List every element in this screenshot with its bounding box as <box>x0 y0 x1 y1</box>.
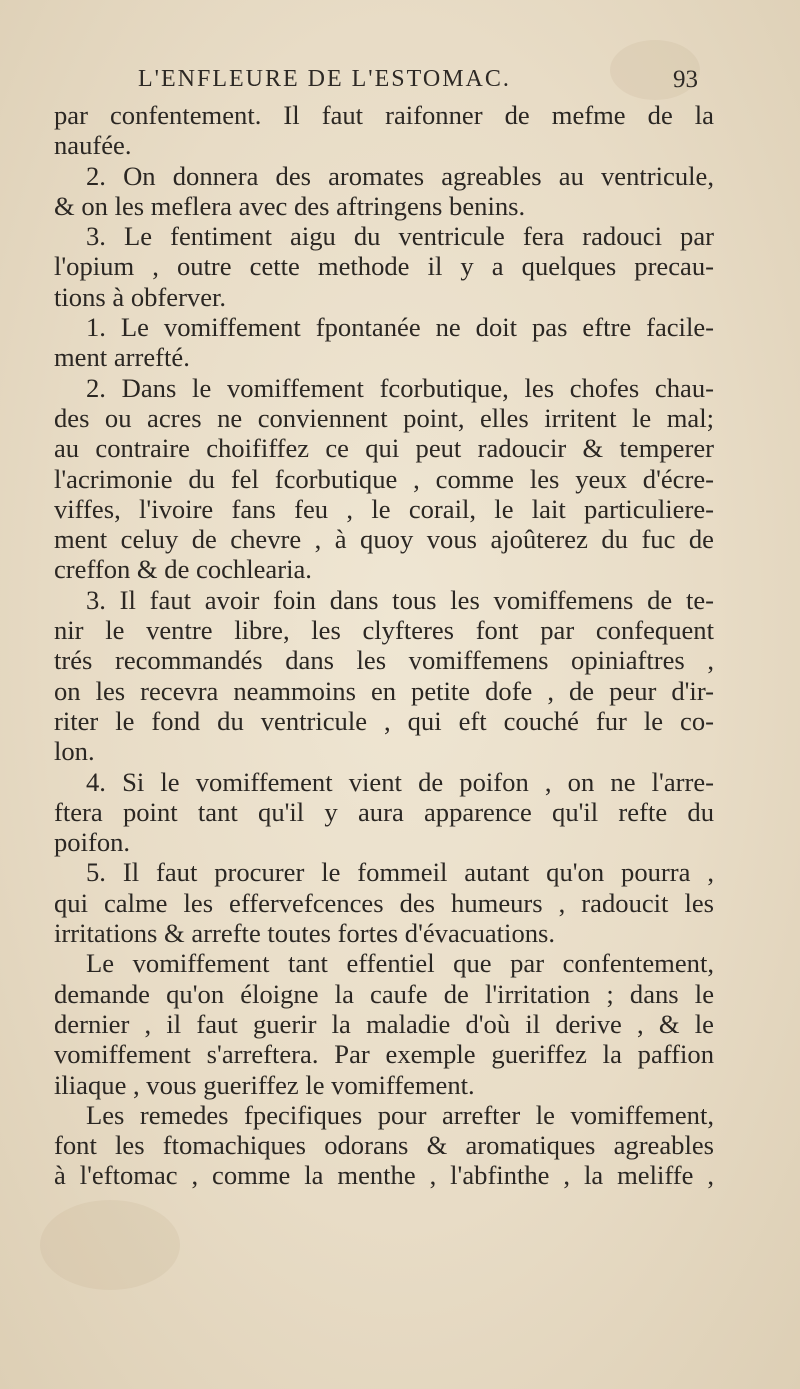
text-line: creffon & de cochlearia. <box>54 554 312 585</box>
text-line: iliaque , vous gueriffez le vomiffement. <box>54 1069 475 1100</box>
text-line: 2. On donnera des aromates agreables au ventricule, <box>86 160 714 191</box>
text-line: 4. Si le vomiffement vient de poifon , on ne l'arre- <box>86 766 714 797</box>
text-line: tions à obferver. <box>54 281 227 312</box>
text-line: naufée. <box>54 130 132 161</box>
text-line: on les recevra neammoins en petite dofe , de peur d'ir- <box>54 675 714 706</box>
text-line: ment arrefté. <box>54 342 190 373</box>
page-body-text <box>54 100 714 1191</box>
text-line: demande qu'on éloigne la caufe de l'irritation ; dans le <box>54 978 714 1009</box>
text-line: ftera point tant qu'il y aura apparence qu'il refte du <box>54 796 714 827</box>
text-line: l'acrimonie du fel fcorbutique , comme les yeux d'écre- <box>54 463 714 494</box>
text-line: dernier , il faut guerir la maladie d'où il derive , & le <box>54 1008 714 1039</box>
text-line: font les ftomachiques odorans & aromatiques agreables <box>54 1130 714 1161</box>
text-line: & on les meflera avec des aftringens benins. <box>54 190 526 221</box>
text-line: trés recommandés dans les vomiffemens opiniaftres , <box>54 645 714 676</box>
text-line: au contraire choififfez ce qui peut radoucir & temperer <box>54 433 714 464</box>
text-line: 1. Le vomiffement fpontanée ne doit pas eftre facile- <box>86 312 714 343</box>
paper-stain <box>40 1200 180 1290</box>
text-line: 3. Il faut avoir foin dans tous les vomiffemens de te- <box>86 584 714 615</box>
text-line: nir le ventre libre, les clyfteres font par confequent <box>54 615 714 646</box>
text-line: irritations & arrefte toutes fortes d'évacuations. <box>54 918 556 949</box>
text-line: l'opium , outre cette methode il y a quelques precau- <box>54 251 714 282</box>
text-line: 5. Il faut procurer le fommeil autant qu'on pourra , <box>86 857 714 888</box>
text-line: poifon. <box>54 827 131 858</box>
text-line: vomiffement s'arreftera. Par exemple gueriffez la paffion <box>54 1039 714 1070</box>
text-line: ment celuy de chevre , à quoy vous ajoûterez du fuc de <box>54 524 714 555</box>
text-line: Le vomiffement tant effentiel que par confentement, <box>86 948 714 979</box>
text-line: Les remedes fpecifiques pour arrefter le vomiffement, <box>86 1099 714 1130</box>
text-line: 2. Dans le vomiffement fcorbutique, les chofes chau- <box>86 372 714 403</box>
text-line: lon. <box>54 736 95 767</box>
text-line: 3. Le fentiment aigu du ventricule fera radouci par <box>86 221 714 252</box>
text-line: des ou acres ne conviennent point, elles irritent le mal; <box>54 402 714 433</box>
text-line: qui calme les effervefcences des humeurs , radoucit les <box>54 887 714 918</box>
text-line: à l'eftomac , comme la menthe , l'abfinthe , la meliffe , <box>54 1160 714 1191</box>
text-line: par confentement. Il faut raifonner de mefme de la <box>54 100 714 130</box>
text-line: riter le fond du ventricule , qui eft couché fur le co- <box>54 705 714 736</box>
page-number: 93 <box>673 66 698 93</box>
text-line: viffes, l'ivoire fans feu , le corail, le lait particuliere- <box>54 493 714 524</box>
running-head: L'ENFLEURE DE L'ESTOMAC. <box>138 66 511 92</box>
page-header <box>138 66 698 100</box>
